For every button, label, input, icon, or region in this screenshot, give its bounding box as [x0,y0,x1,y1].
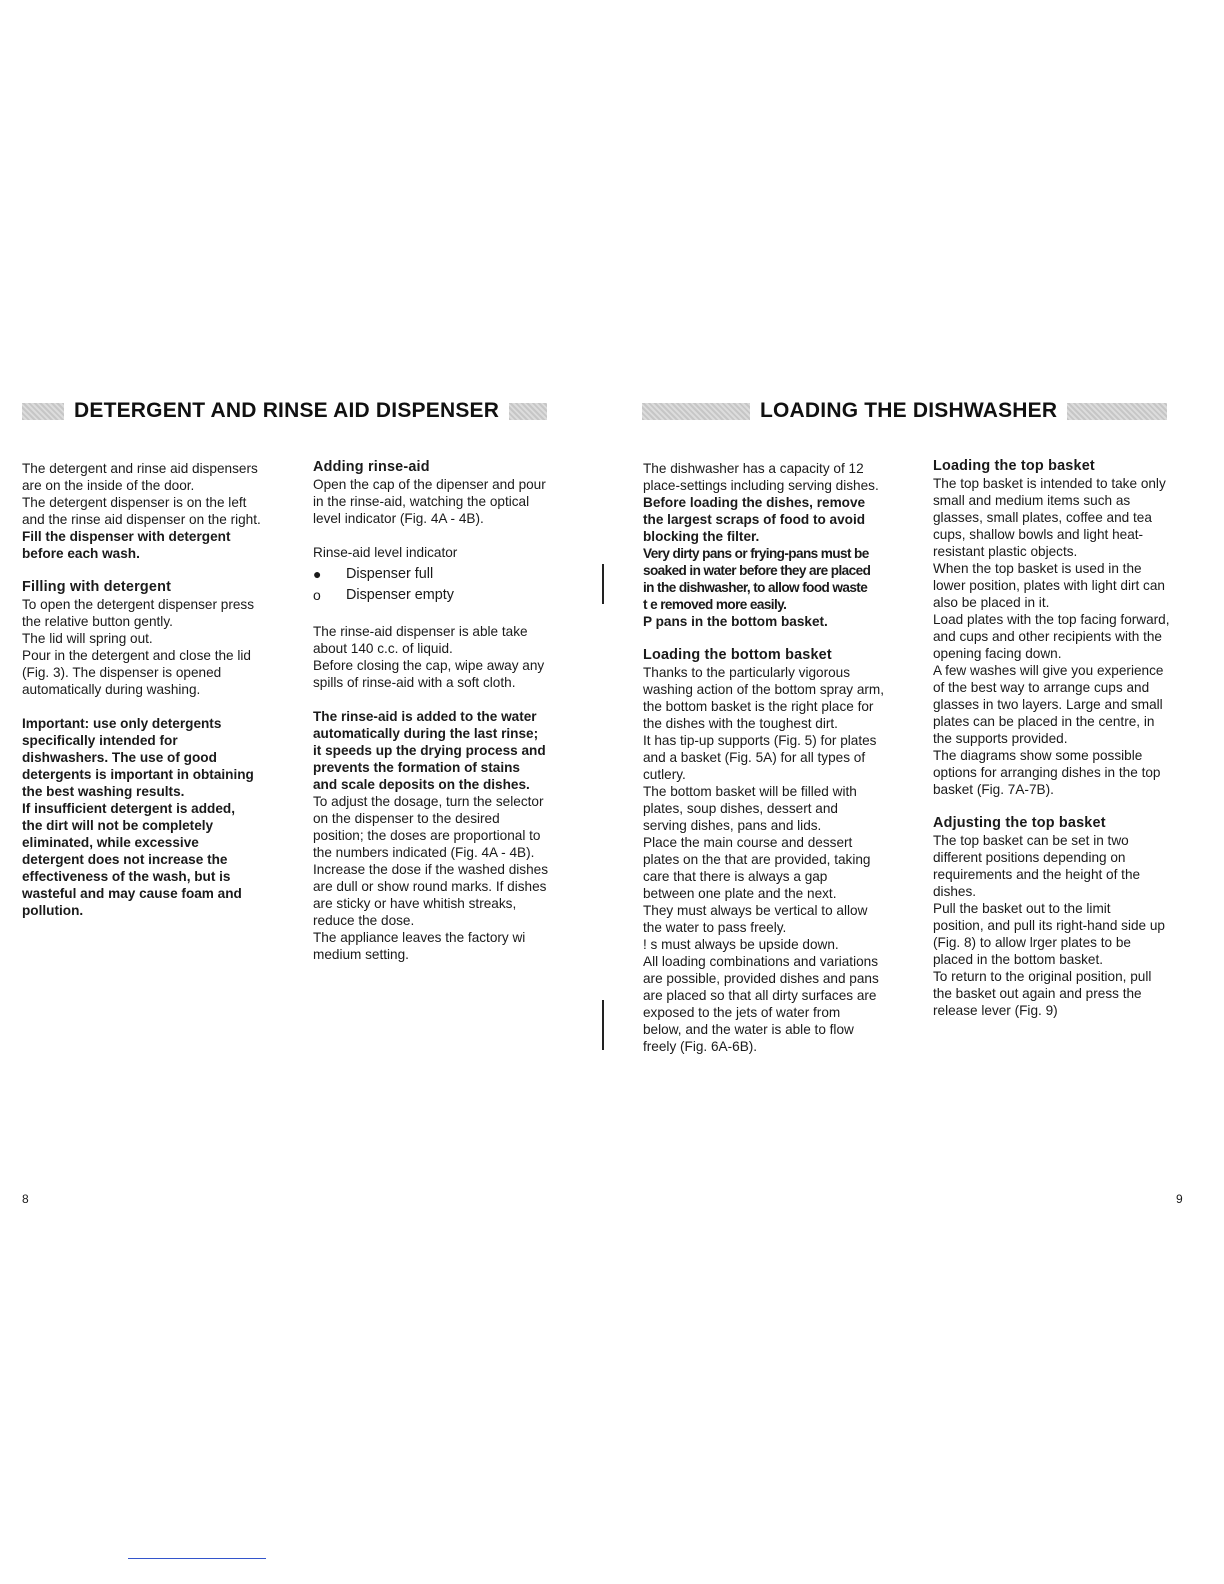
right-column-1 [643,460,913,1055]
text-line: To return to the original position, pull [933,969,1152,984]
text-line: on the dispenser to the desired [313,811,500,826]
text-line: The detergent dispenser is on the left [22,495,247,510]
bold-line: effectiveness of the wash, but is [22,869,231,884]
text-line: The appliance leaves the factory wi [313,930,526,945]
text-line: below, and the water is able to flow [643,1022,854,1037]
indicator-title: Rinse-aid level indicator [313,545,458,560]
text-line: (Fig. 3). The dispenser is opened [22,665,222,680]
bold-line: pollution. [22,903,84,918]
bold-line: eliminated, while excessive [22,835,199,850]
text-line: Open the cap of the dipenser and pour [313,477,546,492]
text-line: The top basket can be set in two [933,833,1129,848]
text-line: level indicator (Fig. 4A - 4B). [313,511,484,526]
text-line: are possible, provided dishes and pans [643,971,879,986]
text-line: Increase the dose if the washed dishes [313,862,549,877]
text-line: are placed so that all dirty surfaces are [643,988,877,1003]
text-line: dishes. [933,884,977,899]
text-line: the bottom basket is the right place for [643,699,874,714]
text-line: in the rinse-aid, watching the optical [313,494,530,509]
text-line: reduce the dose. [313,913,415,928]
text-line: small and medium items such as [933,493,1131,508]
bold-line: detergent does not increase the [22,852,228,867]
text-line: plates can be placed in the centre, in [933,714,1155,729]
bold-line: it speeds up the drying process and [313,743,546,758]
text-line: resistant plastic objects. [933,544,1078,559]
text-line: lower position, plates with light dirt can [933,578,1165,593]
subheading: Adding rinse-aid [313,459,430,475]
left-column-2 [313,459,593,963]
bold-line: If insufficient detergent is added, [22,801,235,816]
right-page [612,0,1224,1584]
text-line: the numbers indicated (Fig. 4A - 4B). [313,845,535,860]
page-number: 9 [1176,1192,1183,1206]
text-line: position; the doses are proportional to [313,828,541,843]
bold-line: detergents is important in obtaining [22,767,254,782]
empty-dot-icon: o [313,587,321,603]
text-line: Pull the basket out to the limit [933,901,1111,916]
text-line: freely (Fig. 6A-6B). [643,1039,758,1054]
text-line: cutlery. [643,767,686,782]
text-line: glasses, small plates, coffee and tea [933,510,1152,525]
text-line: ! s must always be upside down. [643,937,839,952]
bold-line: P pans in the bottom basket. [643,614,828,629]
text-line: All loading combinations and variations [643,954,879,969]
heading-bar-left [22,403,64,420]
text-line: plates, soup dishes, dessert and [643,801,838,816]
text-line: place-settings including serving dishes. [643,478,879,493]
binding-mark [602,1000,604,1050]
bold-line: before each wash. [22,546,140,561]
text-line: the dishes with the toughest dirt. [643,716,838,731]
text-line: medium setting. [313,947,409,962]
bold-line: the best washing results. [22,784,185,799]
text-line: The lid will spring out. [22,631,153,646]
text-line: options for arranging dishes in the top [933,765,1161,780]
text-line: washing action of the bottom spray arm, [643,682,885,697]
text-line: The detergent and rinse aid dispensers [22,461,258,476]
text-line: To adjust the dosage, turn the selector [313,794,544,809]
text-line: spills of rinse-aid with a soft cloth. [313,675,516,690]
text-line: also be placed in it. [933,595,1050,610]
bold-line: t e removed more easily. [643,597,787,612]
text-line: Before closing the cap, wipe away any [313,658,545,673]
indicator-empty-row [313,585,593,606]
text-line: They must always be vertical to allow [643,903,868,918]
subheading: Filling with detergent [22,579,172,595]
page-number: 8 [22,1192,29,1206]
heading-text: DETERGENT AND RINSE AID DISPENSER [74,399,500,422]
heading-bar-right [509,403,547,420]
text-line: Load plates with the top facing forward, [933,612,1170,627]
text-line: are on the inside of the door. [22,478,195,493]
text-line: plates on the that are provided, taking [643,852,871,867]
bold-line: Important: use only detergents [22,716,222,731]
text-line: care that there is always a gap [643,869,828,884]
bold-line: and scale deposits on the dishes. [313,777,530,792]
text-line: the water to pass freely. [643,920,787,935]
text-line: automatically during washing. [22,682,201,697]
text-line: It has tip-up supports (Fig. 5) for plates [643,733,877,748]
text-line: (Fig. 8) to allow lrger plates to be [933,935,1131,950]
text-line: The rinse-aid dispenser is able take [313,624,528,639]
subheading: Loading the top basket [933,458,1095,474]
text-line: glasses in two layers. Large and small [933,697,1163,712]
left-column-1 [22,460,292,919]
bold-line: Very dirty pans or frying-pans must be [643,546,869,561]
bold-line: blocking the filter. [643,529,760,544]
heading-text: LOADING THE DISHWASHER [760,399,1058,422]
text-line: and cups and other recipients with the [933,629,1162,644]
section-heading [22,396,547,426]
text-line: The dishwasher has a capacity of 12 [643,461,864,476]
text-line: serving dishes, pans and lids. [643,818,822,833]
bold-line: in the dishwasher, to allow food waste [643,580,868,595]
text-line: of the best way to arrange cups and [933,680,1150,695]
text-line: cups, shallow bowls and light heat- [933,527,1144,542]
bold-line: Before loading the dishes, remove [643,495,866,510]
text-line: The diagrams show some possible [933,748,1143,763]
bold-line: dishwashers. The use of good [22,750,217,765]
text-line: To open the detergent dispenser press [22,597,255,612]
bold-line: wasteful and may cause foam and [22,886,242,901]
indicator-full-row [313,564,593,585]
text-line: opening facing down. [933,646,1062,661]
text-line: exposed to the jets of water from [643,1005,841,1020]
text-line: Thanks to the particularly vigorous [643,665,851,680]
bold-line: the dirt will not be completely [22,818,214,833]
heading-bar-right [1067,403,1167,420]
text-line: the relative button gently. [22,614,173,629]
binding-mark [602,564,604,604]
bold-line: Fill the dispenser with detergent [22,529,231,544]
indicator-empty-label: Dispenser empty [346,587,454,603]
text-line: The top basket is intended to take only [933,476,1166,491]
text-line: between one plate and the next. [643,886,837,901]
text-line: and a basket (Fig. 5A) for all types of [643,750,866,765]
text-line: release lever (Fig. 9) [933,1003,1058,1018]
bold-line: specifically intended for [22,733,178,748]
bold-line: The rinse-aid is added to the water [313,709,537,724]
bold-line: soaked in water before they are placed [643,563,871,578]
link-underline [128,1558,266,1559]
text-line: When the top basket is used in the [933,561,1142,576]
bold-line: automatically during the last rinse; [313,726,539,741]
text-line: the supports provided. [933,731,1068,746]
text-line: basket (Fig. 7A-7B). [933,782,1054,797]
text-line: are sticky or have whitish streaks, [313,896,517,911]
subheading: Adjusting the top basket [933,815,1106,831]
text-line: requirements and the height of the [933,867,1141,882]
indicator-full-label: Dispenser full [346,566,434,582]
text-line: about 140 c.c. of liquid. [313,641,453,656]
text-line: the basket out again and press the [933,986,1142,1001]
text-line: position, and pull its right-hand side up [933,918,1165,933]
text-line: A few washes will give you experience [933,663,1164,678]
bold-line: the largest scraps of food to avoid [643,512,866,527]
text-line: The bottom basket will be filled with [643,784,857,799]
section-heading [642,396,1167,426]
text-line: are dull or show round marks. If dishes [313,879,547,894]
text-line: Pour in the detergent and close the lid [22,648,251,663]
heading-bar-left [642,403,750,420]
bold-line: prevents the formation of stains [313,760,520,775]
filled-dot-icon: ● [313,566,322,582]
subheading: Loading the bottom basket [643,647,832,663]
text-line: different positions depending on [933,850,1126,865]
right-column-2 [933,458,1213,1019]
text-line: placed in the bottom basket. [933,952,1104,967]
text-line: and the rinse aid dispenser on the right. [22,512,261,527]
text-line: Place the main course and dessert [643,835,853,850]
